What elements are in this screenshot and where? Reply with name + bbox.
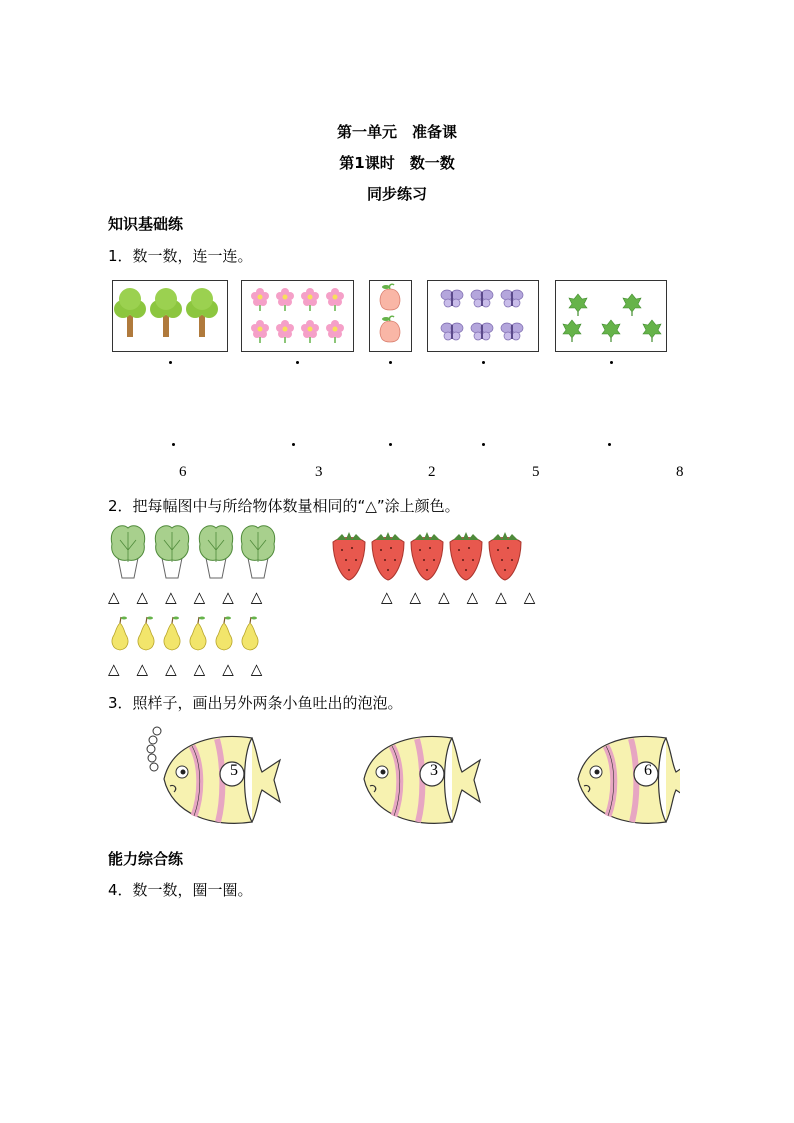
connect-dot-top-2[interactable] (296, 361, 299, 364)
question-4: 4．数一数，圈一圈。 (108, 881, 253, 899)
triangle[interactable]: △ (523, 588, 553, 606)
triangles-cabbage[interactable] (108, 588, 279, 606)
question-1: 1．数一数，连一连。 (108, 247, 253, 265)
triangle[interactable]: △ (193, 588, 223, 606)
peaches-box (369, 280, 412, 352)
number-label-2: 3 (315, 464, 323, 480)
triangle[interactable]: △ (108, 660, 137, 678)
triangle[interactable]: △ (250, 588, 280, 606)
connect-dot-bottom-5[interactable] (608, 443, 611, 446)
triangle[interactable]: △ (495, 588, 524, 606)
leaves-box (555, 280, 667, 352)
strawberry-icons (330, 532, 526, 582)
tree-icons (113, 281, 227, 351)
fish-number-2: 3 (430, 762, 438, 779)
connect-dot-top-3[interactable] (389, 361, 392, 364)
triangles-pear[interactable] (108, 660, 279, 678)
question-3: 3．照样子，画出另外两条小鱼吐出的泡泡。 (108, 694, 403, 712)
butterflies-box (427, 280, 539, 352)
butterfly-icons (428, 281, 538, 351)
triangle[interactable]: △ (438, 588, 467, 606)
triangle[interactable]: △ (222, 588, 251, 606)
triangle[interactable]: △ (193, 660, 223, 678)
connect-dot-top-5[interactable] (610, 361, 613, 364)
triangle[interactable]: △ (108, 588, 137, 606)
trees-box (112, 280, 228, 352)
pear-icons (108, 615, 274, 653)
triangle[interactable]: △ (250, 660, 280, 678)
fish-number-1: 5 (230, 762, 238, 779)
number-label-1: 6 (179, 464, 187, 480)
triangle[interactable]: △ (136, 660, 166, 678)
triangles-strawberry[interactable] (381, 588, 552, 606)
flowers-box (241, 280, 354, 352)
fish-1 (164, 737, 280, 824)
lesson-title: 第1课时 数一数 (339, 154, 455, 172)
number-label-5: 8 (676, 464, 684, 480)
triangle[interactable]: △ (381, 588, 410, 606)
fish-2 (364, 737, 480, 824)
connect-dot-top-4[interactable] (482, 361, 485, 364)
fish-illustration (140, 722, 680, 837)
unit-title: 第一单元 准备课 (336, 123, 457, 141)
sample-bubbles (147, 727, 161, 771)
triangle[interactable]: △ (466, 588, 496, 606)
cabbage-icons (108, 522, 280, 582)
leaf-icons (556, 281, 666, 351)
number-label-4: 5 (532, 464, 540, 480)
question-2: 2．把每幅图中与所给物体数量相同的“△”涂上颜色。 (108, 497, 460, 515)
section-advanced: 能力综合练 (108, 850, 184, 868)
subtitle: 同步练习 (366, 185, 427, 203)
fish-number-3: 6 (644, 762, 652, 779)
connect-dot-bottom-4[interactable] (482, 443, 485, 446)
fish-3 (578, 737, 680, 824)
section-basic: 知识基础练 (108, 215, 184, 233)
connect-dot-bottom-3[interactable] (389, 443, 392, 446)
triangle[interactable]: △ (165, 660, 194, 678)
number-label-3: 2 (428, 464, 436, 480)
connect-dot-top-1[interactable] (169, 361, 172, 364)
flower-icons (242, 281, 353, 351)
triangle[interactable]: △ (409, 588, 439, 606)
triangle[interactable]: △ (222, 660, 251, 678)
connect-dot-bottom-1[interactable] (172, 443, 175, 446)
triangle[interactable]: △ (136, 588, 166, 606)
triangle[interactable]: △ (165, 588, 194, 606)
peach-icons (370, 281, 411, 351)
connect-dot-bottom-2[interactable] (292, 443, 295, 446)
